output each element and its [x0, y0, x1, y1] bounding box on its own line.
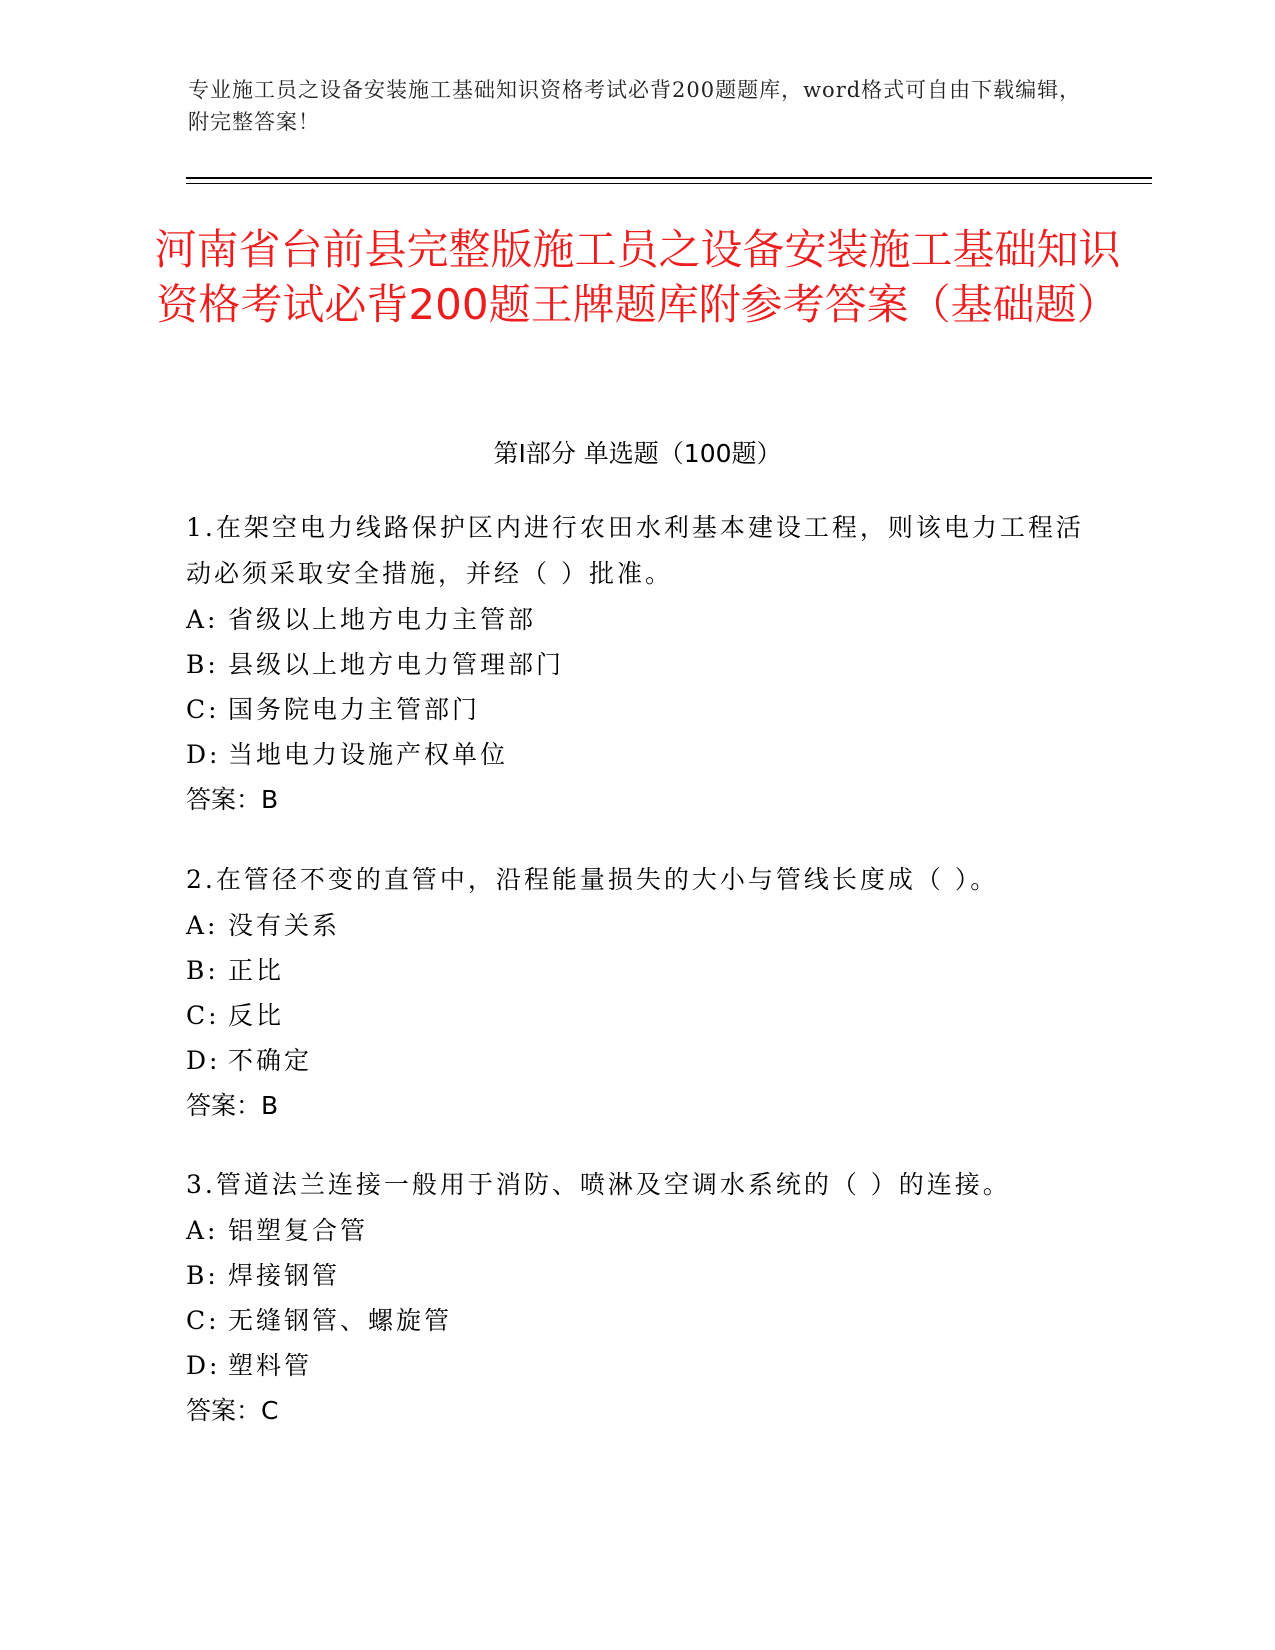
question-text: 3.管道法兰连接一般用于消防、喷淋及空调水系统的（ ）的连接。	[186, 1170, 1011, 1199]
option-b	[186, 642, 1086, 687]
option-text: 没有关系	[228, 911, 341, 940]
header-note: 专业施工员之设备安装施工基础知识资格考试必背200题题库，word格式可自由下载编辑，附完整答案！	[188, 78, 1082, 134]
question-3	[186, 1162, 1086, 1433]
document-title: 河南省台前县完整版施工员之设备安装施工基础知识资格考试必背200题王牌题库附参考答案（基础题）	[154, 225, 1121, 329]
option-text: 不确定	[228, 1046, 313, 1075]
question-text: 2.在管径不变的直管中，沿程能量损失的大小与管线长度成（ ）。	[186, 865, 999, 894]
question-2	[186, 857, 1086, 1128]
option-letter: D:	[186, 740, 221, 769]
option-letter: D:	[186, 1351, 221, 1380]
option-letter: D:	[186, 1046, 221, 1075]
option-text: 国务院电力主管部门	[228, 695, 481, 724]
section-title: 第Ⅰ部分 单选题（100题）	[493, 439, 782, 468]
option-letter: C:	[186, 695, 220, 724]
answer: 答案：C	[186, 1396, 279, 1425]
option-text: 当地电力设施产权单位	[228, 740, 509, 769]
header-rule-thick	[186, 177, 1152, 179]
option-c	[186, 687, 1086, 732]
option-a	[186, 903, 1086, 948]
question-1	[186, 505, 1086, 822]
option-a	[186, 1208, 1086, 1253]
option-c	[186, 1298, 1086, 1343]
option-text: 县级以上地方电力管理部门	[228, 650, 565, 679]
option-text: 省级以上地方电力主管部	[228, 605, 537, 634]
question-text: 1.在架空电力线路保护区内进行农田水利基本建设工程，则该电力工程活动必须采取安全措施，并经（ ）批准。	[186, 513, 1084, 588]
option-text: 反比	[228, 1001, 285, 1030]
option-letter: A:	[186, 911, 219, 940]
option-d	[186, 732, 1086, 777]
option-b	[186, 948, 1086, 993]
option-text: 塑料管	[228, 1351, 313, 1380]
option-text: 无缝钢管、螺旋管	[228, 1306, 453, 1335]
option-letter: C:	[186, 1001, 220, 1030]
option-letter: B:	[186, 650, 219, 679]
option-d	[186, 1343, 1086, 1388]
option-letter: A:	[186, 1216, 219, 1245]
option-letter: C:	[186, 1306, 220, 1335]
answer: 答案：B	[186, 1091, 279, 1120]
option-letter: B:	[186, 1261, 219, 1290]
option-a	[186, 597, 1086, 642]
option-b	[186, 1253, 1086, 1298]
option-text: 铝塑复合管	[228, 1216, 369, 1245]
option-d	[186, 1038, 1086, 1083]
answer: 答案：B	[186, 785, 279, 814]
option-text: 正比	[228, 956, 285, 985]
option-letter: A:	[186, 605, 219, 634]
option-text: 焊接钢管	[228, 1261, 341, 1290]
header-rule-thin	[186, 183, 1152, 184]
option-letter: B:	[186, 956, 219, 985]
option-c	[186, 993, 1086, 1038]
